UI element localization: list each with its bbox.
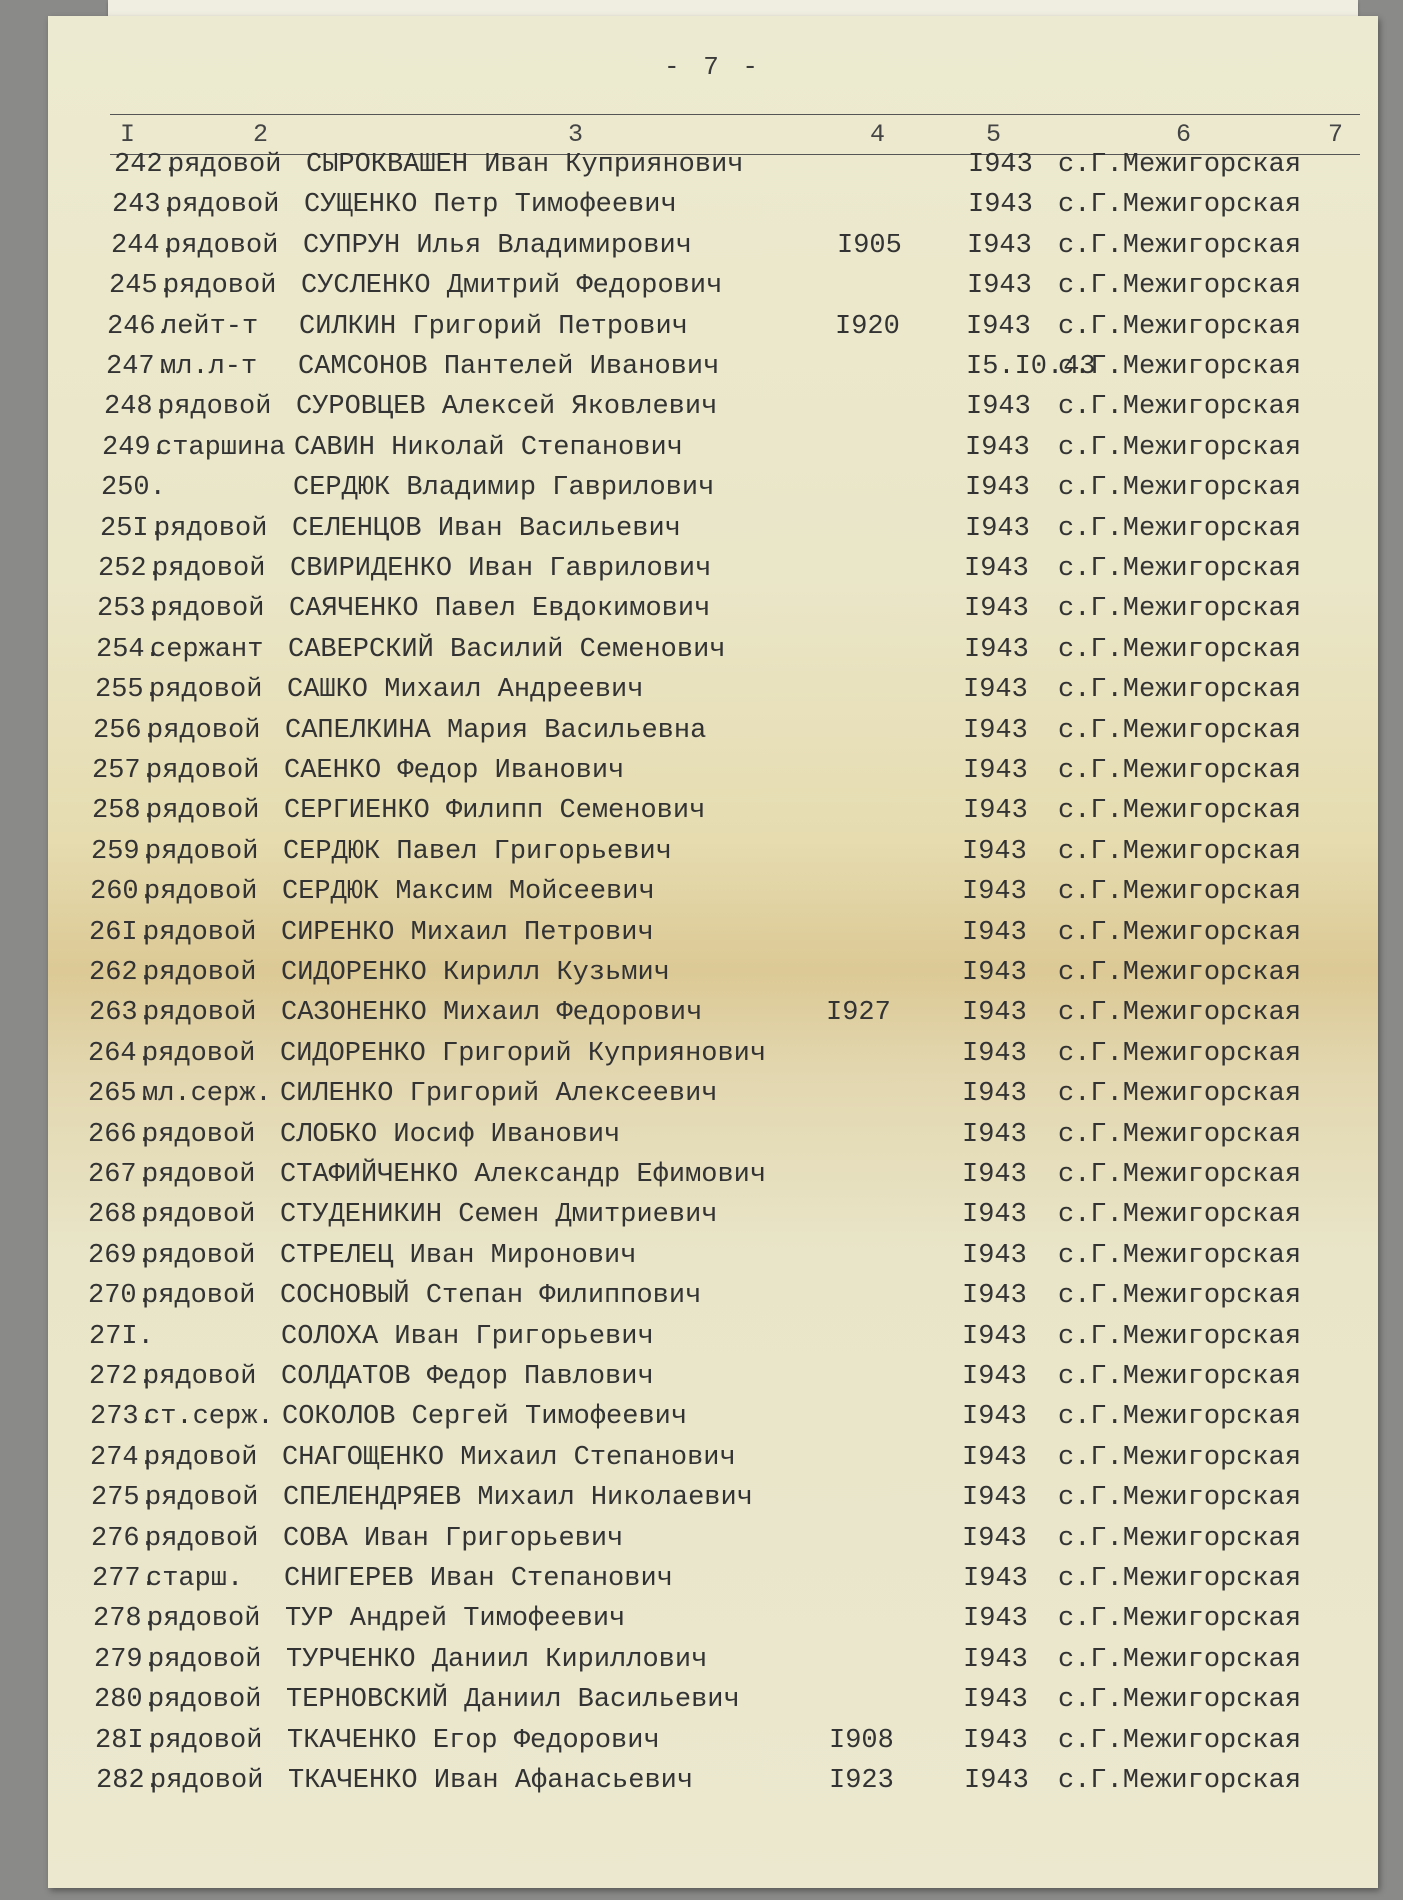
document-page xyxy=(48,16,1378,1888)
table-row xyxy=(48,190,1378,228)
table-row xyxy=(48,1200,1378,1238)
record-rank: рядовой xyxy=(142,1281,256,1311)
record-number: 269. xyxy=(88,1241,153,1271)
record-rank: рядовой xyxy=(142,1120,256,1150)
table-row xyxy=(48,1766,1378,1804)
record-death-date: I943 xyxy=(962,1402,1027,1432)
record-death-date: I5.I0.43 xyxy=(966,352,1096,382)
record-burial-place: с.Г.Межигорская xyxy=(1058,433,1302,463)
record-name: СТУДЕНИКИН Семен Дмитриевич xyxy=(280,1200,718,1230)
record-rank: рядовой xyxy=(165,231,279,261)
record-burial-place: с.Г.Межигорская xyxy=(1058,1120,1302,1150)
record-death-date: I943 xyxy=(966,312,1031,342)
record-burial-place: с.Г.Межигорская xyxy=(1058,514,1302,544)
record-burial-place: с.Г.Межигорская xyxy=(1058,796,1302,826)
record-burial-place: с.Г.Межигорская xyxy=(1058,958,1302,988)
record-number: 255. xyxy=(95,675,160,705)
record-number: 243. xyxy=(112,190,177,220)
record-number: 275. xyxy=(91,1483,156,1513)
record-birth-year: I905 xyxy=(837,231,902,261)
table-row xyxy=(48,1362,1378,1400)
record-death-date: I943 xyxy=(964,594,1029,624)
record-rank: старшина xyxy=(156,433,286,463)
record-name: САЗОНЕНКО Михаил Федорович xyxy=(281,998,703,1028)
record-number: 268. xyxy=(88,1200,153,1230)
record-death-date: I943 xyxy=(962,958,1027,988)
record-birth-year: I920 xyxy=(835,312,900,342)
record-burial-place: с.Г.Межигорская xyxy=(1058,554,1302,584)
record-death-date: I943 xyxy=(963,675,1028,705)
record-burial-place: с.Г.Межигорская xyxy=(1058,1039,1302,1069)
record-death-date: I943 xyxy=(962,1524,1027,1554)
record-name: САПЕЛКИНА Мария Васильевна xyxy=(285,716,707,746)
record-burial-place: с.Г.Межигорская xyxy=(1058,837,1302,867)
record-death-date: I943 xyxy=(962,1120,1027,1150)
record-burial-place: с.Г.Межигорская xyxy=(1058,877,1302,907)
record-burial-place: с.Г.Межигорская xyxy=(1058,1604,1302,1634)
table-row xyxy=(48,675,1378,713)
record-name: СЕРДЮК Павел Григорьевич xyxy=(283,837,672,867)
record-death-date: I943 xyxy=(962,1241,1027,1271)
record-name: САВИН Николай Степанович xyxy=(294,433,683,463)
table-row xyxy=(48,1483,1378,1521)
table-row xyxy=(48,392,1378,430)
record-burial-place: с.Г.Межигорская xyxy=(1058,1079,1302,1109)
table-row xyxy=(48,1120,1378,1158)
record-death-date: I943 xyxy=(963,716,1028,746)
record-name: СИДОРЕНКО Кирилл Кузьмич xyxy=(281,958,670,988)
record-name: СОСНОВЫЙ Степан Филиппович xyxy=(280,1281,702,1311)
table-row xyxy=(48,837,1378,875)
record-name: СЕРДЮК Максим Мойсеевич xyxy=(282,877,655,907)
record-number: 277. xyxy=(92,1564,157,1594)
record-name: СИЛКИН Григорий Петрович xyxy=(299,312,688,342)
record-rank: рядовой xyxy=(147,1604,261,1634)
column-header-2: 2 xyxy=(253,120,269,149)
record-rank: рядовой xyxy=(143,1362,257,1392)
record-rank: рядовой xyxy=(154,514,268,544)
record-burial-place: с.Г.Межигорская xyxy=(1058,1645,1302,1675)
record-name: СУПРУН Илья Владимирович xyxy=(303,231,692,261)
record-name: САМСОНОВ Пантелей Иванович xyxy=(298,352,720,382)
record-number: 280. xyxy=(94,1685,159,1715)
record-burial-place: с.Г.Межигорская xyxy=(1058,1281,1302,1311)
record-burial-place: с.Г.Межигорская xyxy=(1058,190,1302,220)
record-number: 252. xyxy=(98,554,163,584)
record-name: СНИГЕРЕВ Иван Степанович xyxy=(284,1564,673,1594)
record-death-date: I943 xyxy=(964,635,1029,665)
table-row xyxy=(48,473,1378,511)
record-death-date: I943 xyxy=(968,190,1033,220)
record-name: СИЛЕНКО Григорий Алексеевич xyxy=(280,1079,718,1109)
record-death-date: I943 xyxy=(963,1564,1028,1594)
record-number: 242. xyxy=(114,150,179,180)
record-death-date: I943 xyxy=(962,877,1027,907)
record-number: 267. xyxy=(88,1160,153,1190)
record-rank: ст.серж. xyxy=(144,1402,274,1432)
record-name: САЕНКО Федор Иванович xyxy=(284,756,625,786)
record-number: 27I. xyxy=(89,1322,154,1352)
record-rank: рядовой xyxy=(145,837,259,867)
record-burial-place: с.Г.Межигорская xyxy=(1058,716,1302,746)
record-number: 260. xyxy=(90,877,155,907)
table-row xyxy=(48,594,1378,632)
table-row xyxy=(48,1564,1378,1602)
record-name: СОВА Иван Григорьевич xyxy=(283,1524,624,1554)
record-burial-place: с.Г.Межигорская xyxy=(1058,998,1302,1028)
record-burial-place: с.Г.Межигорская xyxy=(1058,1200,1302,1230)
record-number: 270. xyxy=(88,1281,153,1311)
record-rank: рядовой xyxy=(168,150,282,180)
record-number: 246. xyxy=(107,312,172,342)
record-name: САЯЧЕНКО Павел Евдокимович xyxy=(289,594,711,624)
record-number: 253. xyxy=(97,594,162,624)
record-burial-place: с.Г.Межигорская xyxy=(1058,271,1302,301)
record-name: СНАГОЩЕНКО Михаил Степанович xyxy=(282,1443,736,1473)
record-death-date: I943 xyxy=(963,756,1028,786)
record-name: СПЕЛЕНДРЯЕВ Михаил Николаевич xyxy=(283,1483,753,1513)
record-number: 245. xyxy=(109,271,174,301)
record-rank: рядовой xyxy=(149,675,263,705)
table-row xyxy=(48,312,1378,350)
record-name: ТЕРНОВСКИЙ Даниил Васильевич xyxy=(286,1685,740,1715)
record-death-date: I943 xyxy=(964,554,1029,584)
column-header-6: 6 xyxy=(1176,120,1192,149)
record-burial-place: с.Г.Межигорская xyxy=(1058,1362,1302,1392)
table-row xyxy=(48,1524,1378,1562)
record-burial-place: с.Г.Межигорская xyxy=(1058,1443,1302,1473)
record-number: 273. xyxy=(90,1402,155,1432)
record-burial-place: с.Г.Межигорская xyxy=(1058,1726,1302,1756)
page-number: - 7 - xyxy=(663,52,762,82)
record-rank: рядовой xyxy=(146,756,260,786)
record-burial-place: с.Г.Межигорская xyxy=(1058,1322,1302,1352)
table-row xyxy=(48,1241,1378,1279)
table-row xyxy=(48,150,1378,188)
record-burial-place: с.Г.Межигорская xyxy=(1058,392,1302,422)
record-name: ТУР Андрей Тимофеевич xyxy=(285,1604,626,1634)
record-rank: рядовой xyxy=(147,716,261,746)
table-row xyxy=(48,716,1378,754)
record-rank: рядовой xyxy=(144,877,258,907)
record-name: СТАФИЙЧЕНКО Александр Ефимович xyxy=(280,1160,767,1190)
table-row xyxy=(48,1726,1378,1764)
table-row xyxy=(48,998,1378,1036)
record-burial-place: с.Г.Межигорская xyxy=(1058,150,1302,180)
column-header-7: 7 xyxy=(1328,120,1344,149)
table-row xyxy=(48,918,1378,956)
record-number: 272. xyxy=(89,1362,154,1392)
record-death-date: I943 xyxy=(963,796,1028,826)
column-header-3: 3 xyxy=(568,120,584,149)
record-number: 258. xyxy=(92,796,157,826)
record-name: САШКО Михаил Андреевич xyxy=(287,675,644,705)
table-row xyxy=(48,756,1378,794)
record-death-date: I943 xyxy=(962,837,1027,867)
record-number: 248. xyxy=(104,392,169,422)
record-name: ТКАЧЕНКО Иван Афанасьевич xyxy=(288,1766,694,1796)
record-number: 279. xyxy=(94,1645,159,1675)
column-header-4: 4 xyxy=(870,120,886,149)
table-row xyxy=(48,1079,1378,1117)
record-death-date: I943 xyxy=(963,1604,1028,1634)
record-death-date: I943 xyxy=(963,1726,1028,1756)
table-row xyxy=(48,1039,1378,1077)
record-name: СИРЕНКО Михаил Петрович xyxy=(281,918,654,948)
table-row xyxy=(48,1322,1378,1360)
record-rank: рядовой xyxy=(158,392,272,422)
record-number: 250. xyxy=(101,473,166,503)
record-death-date: I943 xyxy=(966,392,1031,422)
record-death-date: I943 xyxy=(962,1200,1027,1230)
record-rank: рядовой xyxy=(148,1645,262,1675)
record-death-date: I943 xyxy=(964,1766,1029,1796)
record-rank: рядовой xyxy=(152,554,266,584)
record-burial-place: с.Г.Межигорская xyxy=(1058,312,1302,342)
record-death-date: I943 xyxy=(965,433,1030,463)
record-death-date: I943 xyxy=(962,1362,1027,1392)
record-number: 28I. xyxy=(95,1726,160,1756)
record-rank: мл.серж. xyxy=(142,1079,272,1109)
record-name: ТУРЧЕНКО Даниил Кириллович xyxy=(286,1645,708,1675)
record-name: СВИРИДЕНКО Иван Гаврилович xyxy=(290,554,712,584)
record-rank: рядовой xyxy=(148,1685,262,1715)
record-rank: рядовой xyxy=(142,1039,256,1069)
record-burial-place: с.Г.Межигорская xyxy=(1058,1685,1302,1715)
record-death-date: I943 xyxy=(962,1160,1027,1190)
record-name: СУСЛЕНКО Дмитрий Федорович xyxy=(301,271,723,301)
record-name: САВЕРСКИЙ Василий Семенович xyxy=(288,635,726,665)
column-header-1: I xyxy=(120,120,136,149)
record-rank: лейт-т xyxy=(161,312,259,342)
record-number: 274. xyxy=(90,1443,155,1473)
table-row xyxy=(48,958,1378,996)
record-rank: рядовой xyxy=(146,796,260,826)
record-number: 254. xyxy=(96,635,161,665)
record-death-date: I943 xyxy=(962,1079,1027,1109)
record-rank: рядовой xyxy=(145,1524,259,1554)
record-rank: рядовой xyxy=(151,594,265,624)
record-name: СОЛОХА Иван Григорьевич xyxy=(281,1322,654,1352)
record-burial-place: с.Г.Межигорская xyxy=(1058,594,1302,624)
record-name: СИДОРЕНКО Григорий Куприянович xyxy=(280,1039,767,1069)
record-rank: мл.л-т xyxy=(160,352,258,382)
records-list xyxy=(48,16,1378,1888)
record-death-date: I943 xyxy=(968,150,1033,180)
record-number: 256. xyxy=(93,716,158,746)
table-row xyxy=(48,231,1378,269)
record-death-date: I943 xyxy=(967,271,1032,301)
table-row xyxy=(48,796,1378,834)
table-row xyxy=(48,1160,1378,1198)
record-burial-place: с.Г.Межигорская xyxy=(1058,1483,1302,1513)
table-row xyxy=(48,271,1378,309)
record-number: 263. xyxy=(89,998,154,1028)
table-row xyxy=(48,1604,1378,1642)
record-birth-year: I923 xyxy=(829,1766,894,1796)
record-rank: рядовой xyxy=(143,918,257,948)
record-rank: старш. xyxy=(146,1564,244,1594)
record-burial-place: с.Г.Межигорская xyxy=(1058,352,1302,382)
record-death-date: I943 xyxy=(962,1483,1027,1513)
record-birth-year: I908 xyxy=(829,1726,894,1756)
table-row xyxy=(48,635,1378,673)
record-number: 278. xyxy=(93,1604,158,1634)
record-rank: сержант xyxy=(150,635,264,665)
record-death-date: I943 xyxy=(963,1685,1028,1715)
record-name: СУЩЕНКО Петр Тимофеевич xyxy=(304,190,677,220)
record-name: СЫРОКВАШЕН Иван Куприянович xyxy=(306,150,744,180)
record-burial-place: с.Г.Межигорская xyxy=(1058,756,1302,786)
record-rank: рядовой xyxy=(144,1443,258,1473)
record-rank: рядовой xyxy=(143,958,257,988)
record-name: СЕРДЮК Владимир Гаврилович xyxy=(293,473,715,503)
record-death-date: I943 xyxy=(962,1322,1027,1352)
table-row xyxy=(48,1685,1378,1723)
record-death-date: I943 xyxy=(963,1645,1028,1675)
record-rank: рядовой xyxy=(149,1726,263,1756)
table-row xyxy=(48,1645,1378,1683)
record-number: 249. xyxy=(102,433,167,463)
record-death-date: I943 xyxy=(965,514,1030,544)
table-row xyxy=(48,554,1378,592)
table-row xyxy=(48,1281,1378,1319)
record-number: 266. xyxy=(88,1120,153,1150)
record-death-date: I943 xyxy=(962,1443,1027,1473)
record-rank: рядовой xyxy=(166,190,280,220)
record-burial-place: с.Г.Межигорская xyxy=(1058,1160,1302,1190)
record-name: СЕЛЕНЦОВ Иван Васильевич xyxy=(292,514,681,544)
record-number: 26I. xyxy=(89,918,154,948)
record-death-date: I943 xyxy=(962,1039,1027,1069)
record-burial-place: с.Г.Межигорская xyxy=(1058,1524,1302,1554)
table-row xyxy=(48,514,1378,552)
record-burial-place: с.Г.Межигорская xyxy=(1058,635,1302,665)
record-number: 259. xyxy=(91,837,156,867)
record-burial-place: с.Г.Межигорская xyxy=(1058,1766,1302,1796)
record-number: 257. xyxy=(92,756,157,786)
record-rank: рядовой xyxy=(163,271,277,301)
record-number: 247. xyxy=(106,352,171,382)
record-death-date: I943 xyxy=(962,1281,1027,1311)
record-number: 264. xyxy=(88,1039,153,1069)
record-death-date: I943 xyxy=(967,231,1032,261)
record-number: 282. xyxy=(96,1766,161,1796)
record-name: СУРОВЦЕВ Алексей Яковлевич xyxy=(296,392,718,422)
record-death-date: I943 xyxy=(965,473,1030,503)
record-death-date: I943 xyxy=(962,918,1027,948)
record-name: ТКАЧЕНКО Егор Федорович xyxy=(287,1726,660,1756)
record-name: СЛОБКО Иосиф Иванович xyxy=(280,1120,621,1150)
record-number: 244. xyxy=(111,231,176,261)
record-name: СОКОЛОВ Сергей Тимофеевич xyxy=(282,1402,688,1432)
table-row xyxy=(48,1443,1378,1481)
record-death-date: I943 xyxy=(962,998,1027,1028)
record-rank: рядовой xyxy=(142,1241,256,1271)
record-name: СОЛДАТОВ Федор Павлович xyxy=(281,1362,654,1392)
record-number: 276. xyxy=(91,1524,156,1554)
record-number: 262. xyxy=(89,958,154,988)
record-burial-place: с.Г.Межигорская xyxy=(1058,1564,1302,1594)
record-burial-place: с.Г.Межигорская xyxy=(1058,473,1302,503)
record-number: 25I. xyxy=(100,514,165,544)
record-rank: рядовой xyxy=(142,1200,256,1230)
record-birth-year: I927 xyxy=(826,998,891,1028)
record-name: СТРЕЛЕЦ Иван Миронович xyxy=(280,1241,637,1271)
table-row xyxy=(48,433,1378,471)
record-rank: рядовой xyxy=(142,1160,256,1190)
record-burial-place: с.Г.Межигорская xyxy=(1058,675,1302,705)
record-number: 265. xyxy=(88,1079,153,1109)
table-row xyxy=(48,352,1378,390)
table-row xyxy=(48,1402,1378,1440)
record-burial-place: с.Г.Межигорская xyxy=(1058,1402,1302,1432)
record-name: СЕРГИЕНКО Филипп Семенович xyxy=(284,796,706,826)
record-burial-place: с.Г.Межигорская xyxy=(1058,1241,1302,1271)
record-rank: рядовой xyxy=(143,998,257,1028)
record-burial-place: с.Г.Межигорская xyxy=(1058,918,1302,948)
record-rank: рядовой xyxy=(150,1766,264,1796)
table-row xyxy=(48,877,1378,915)
record-rank: рядовой xyxy=(145,1483,259,1513)
record-burial-place: с.Г.Межигорская xyxy=(1058,231,1302,261)
column-header-5: 5 xyxy=(986,120,1002,149)
